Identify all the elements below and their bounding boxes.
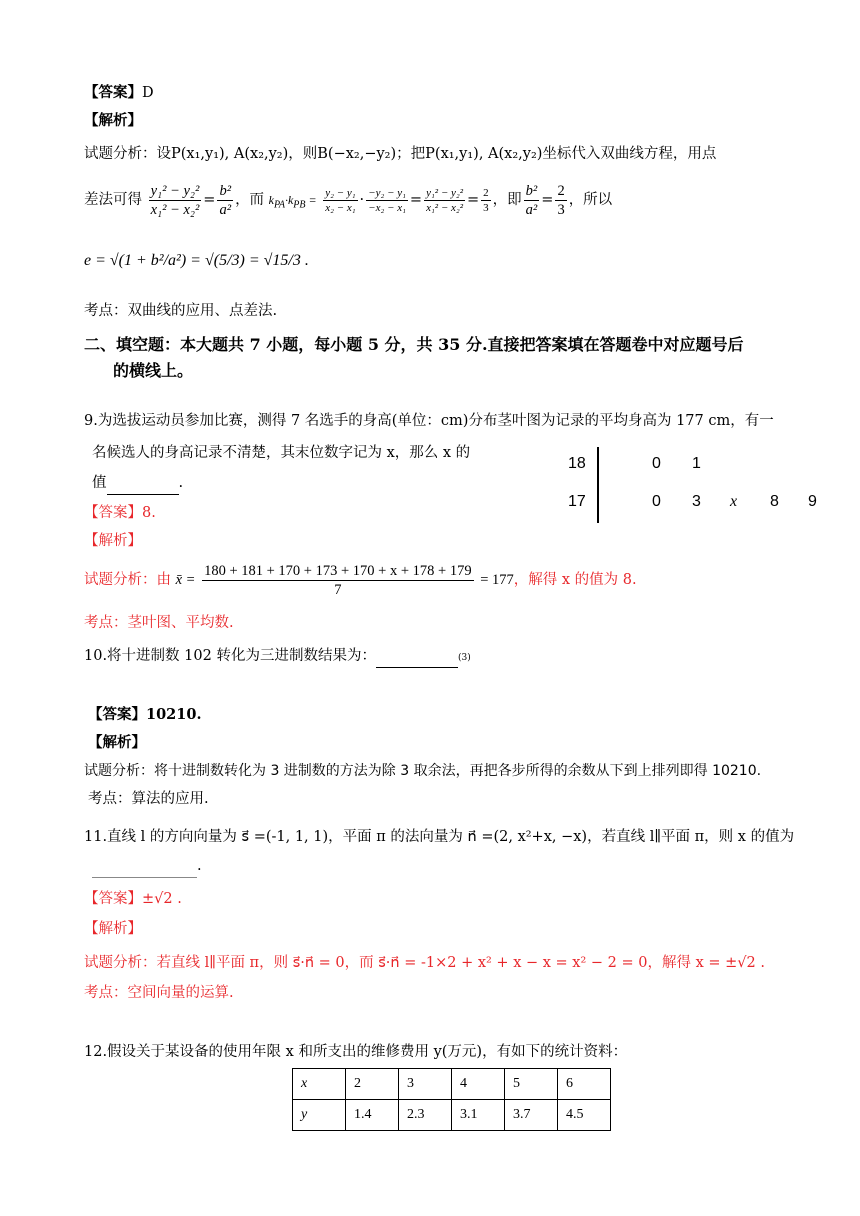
q8-analysis-line1: 试题分析：设P(x₁,y₁), A(x₂,y₂)，则B(−x₂,−y₂)；把P(x₁,y₁), A(x₂,y₂)坐标代入双曲线方程，用点: [84, 146, 717, 162]
q9-answer: 【答案】8.: [84, 505, 156, 521]
q9-analysis: 试题分析：由 x̄ = $\frac{180 + 181 + 170 + 173 + 170 + x + 178 + 179}{7}$ = 177，解得 x 的值为 8.: [84, 562, 637, 598]
leaf: 0: [652, 455, 661, 472]
answer-blank: [92, 855, 197, 878]
q9-line3: 值 .: [92, 472, 820, 495]
q8-eccentricity: e = √(1 + b²/a²) = √(5/3) = √15/3 .: [84, 252, 309, 269]
q12-line1: 12.假设关于某设备的使用年限 x 和所支出的维修费用 y(万元)，有如下的统计资料：: [84, 1044, 628, 1060]
q10-answer: 【答案】10210.: [88, 706, 202, 723]
table-row: y 1.4 2.3 3.1 3.7 4.5: [293, 1100, 611, 1131]
answer-blank: [107, 472, 179, 495]
leaf: 8: [770, 493, 779, 510]
leaf: 9: [808, 493, 817, 510]
q11-analysis: 试题分析：若直线 l∥平面 π，则 s⃗·n⃗ = 0，而 s⃗·n⃗ = -1×2 + x² + x − x = x² − 2 = 0，解得 x = ±√2 .: [84, 955, 765, 971]
q12-data-table: [292, 1068, 611, 1131]
q9-kaodian: 考点：茎叶图、平均数.: [84, 615, 234, 631]
q11-answer: 【答案】±√2 .: [84, 891, 182, 907]
q11-kaodian: 考点：空间向量的运算.: [84, 985, 234, 1001]
q10-analysis-tag: 【解析】: [88, 734, 146, 751]
q8-analysis-line2: 差法可得 $\frac{\text{y₁² − y₂²}}{\text{x₁² − x₂²}}$ = $\frac{\text{b²}}{\text{a²}}$ ，而 $k_{PA}\cdot k_{PB}$ = $\frac{\text{y₂ − y₁}}{\text{x₂ − x₁}}$ · $\frac{\text{−y₂ − y₁}}{\text{−x₂ − x₁}}$ = $\frac{\text{y₁² − y₂²}}{\text{x₁² − x₂²}}$ = $\frac{2}{3}$ ，即 $\frac{\text{b²}}{\text{a²}}$ = $\frac{2}{3}$ ，所以: [84, 182, 613, 218]
q10-kaodian: 考点：算法的应用.: [88, 791, 209, 807]
q8-analysis-tag: 【解析】: [84, 112, 142, 129]
leaf: 1: [692, 455, 701, 472]
answer-blank: [376, 645, 458, 668]
stem-18: 18: [568, 455, 586, 472]
answer-value: D: [142, 85, 154, 101]
answer-tag: 【答案】: [84, 84, 142, 101]
leaf: 0: [652, 493, 661, 510]
leaf-x: x: [730, 493, 738, 510]
q8-kaodian: 考点：双曲线的应用、点差法.: [84, 303, 278, 319]
q11-line2: .: [92, 855, 820, 878]
q11-analysis-tag: 【解析】: [84, 921, 142, 937]
section-title: 二、填空题：本大题共 7 小题，每小题 5 分，共 35 分.直接把答案填在答题卷中对应题号后: [84, 335, 744, 354]
q9-line2: 名候选人的身高记录不清楚，其末位数字记为 x，那么 x 的: [92, 445, 471, 461]
q11-line1: 11.直线 l 的方向向量为 s⃗ =(-1, 1, 1)，平面 π 的法向量为 n⃗ =(2, x²+x, −x)，若直线 l∥平面 π，则 x 的值为: [84, 829, 795, 845]
q9-analysis-tag: 【解析】: [84, 533, 142, 549]
q10-analysis: 试题分析：将十进制数转化为 3 进制数的方法为除 3 取余法，再把各步所得的余数从下到上排列即得 10210.: [84, 763, 762, 779]
section-title-cont: 的横线上。: [113, 361, 194, 380]
leaf: 3: [692, 493, 701, 510]
q9-line1: 9.为选拔运动员参加比赛，测得 7 名选手的身高(单位：cm)分布茎叶图为记录的平均身高为 177 cm，有一: [84, 413, 774, 429]
table-row: x 2 3 4 5 6: [293, 1069, 611, 1100]
stem-17: 17: [568, 493, 586, 510]
q8-answer: [84, 82, 820, 104]
q10-question: 10.将十进制数 102 转化为三进制数结果为： (3): [84, 645, 820, 669]
